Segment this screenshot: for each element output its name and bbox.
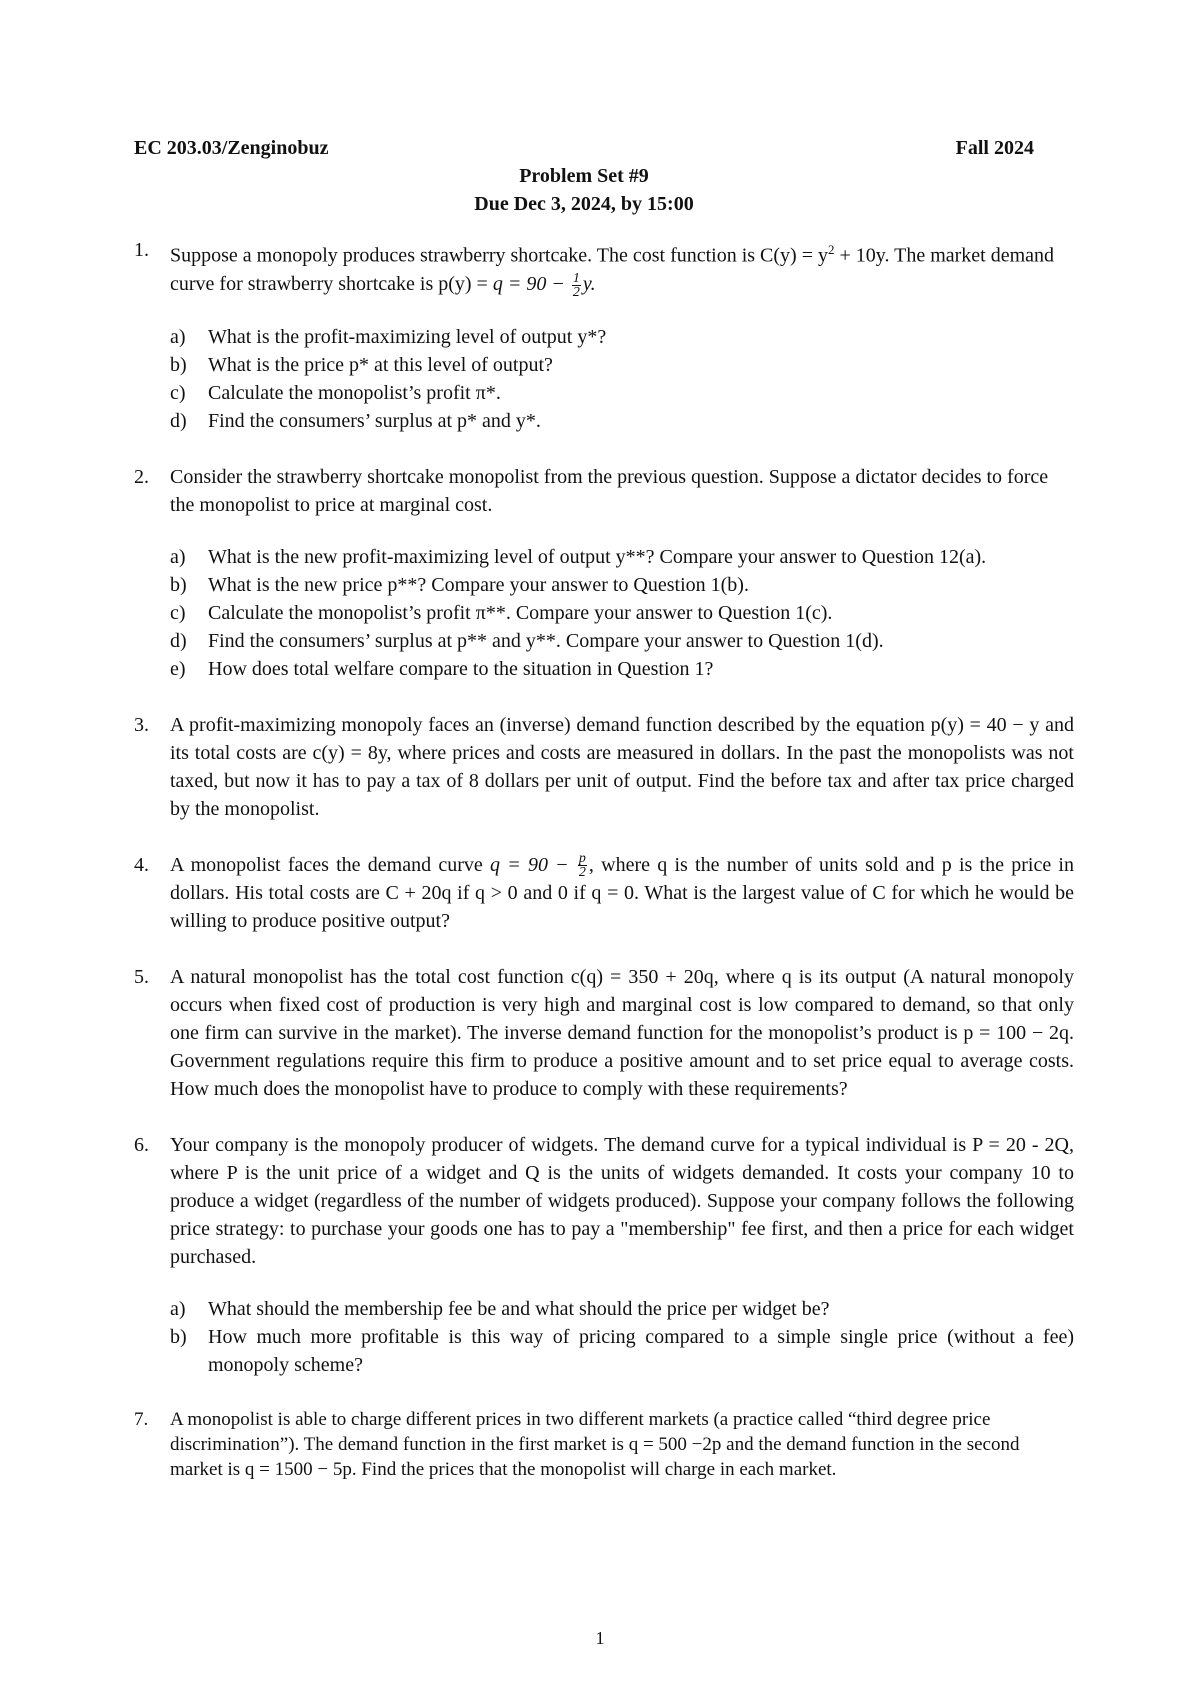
question-text: A natural monopolist has the total cost function c(q) = 350 + 20q, where q is its output (A natural monopoly occurs when fixed cost of production is very high and marginal cost is low compared to demand, so that only one firm can survive in the market). The inverse demand function for the monopolist’s product is p = 100 − 2q. Government regulations require this firm to produce a positive amount and to set price equal to average costs. How much does the monopolist have to produce to comply with these requirements? [170, 966, 1074, 1101]
subquestion-text: What is the profit-maximizing level of output y*? [208, 325, 607, 348]
question-3 [134, 711, 1074, 823]
question-body [170, 236, 1074, 435]
question-text: A profit-maximizing monopoly faces an (inverse) demand function described by the equation p(y) = 40 − y and its total costs are c(y) = 8y, where prices and costs are measured in dollars. In the past the monopolists was not taxed, but now it has to pay a tax of 8 dollars per unit of output. Find the before tax and after tax price charged by the monopolist. [170, 713, 1074, 820]
question-number: 6. [134, 1134, 149, 1157]
question-text [170, 851, 1074, 936]
question-text-part: A monopolist faces the demand curve [170, 853, 490, 876]
document-header [134, 134, 1034, 218]
subquestion [170, 351, 1074, 379]
subquestion-text: How much more profitable is this way of pricing compared to a simple single price (without a fee) monopoly scheme? [208, 1326, 1074, 1377]
question-number: 4. [134, 853, 149, 876]
subquestion [170, 323, 1074, 351]
subquestion-text: What is the new price p**? Compare your answer to Question 1(b). [208, 573, 749, 596]
subquestion [170, 571, 1074, 599]
question-6 [134, 1131, 1074, 1379]
fraction-denominator: 2 [578, 865, 586, 881]
subquestion-label: b) [170, 573, 187, 596]
question-5 [134, 963, 1074, 1103]
page-number: 1 [595, 1628, 605, 1648]
question-text: Your company is the monopoly producer of widgets. The demand curve for a typical individual is P = 20 - 2Q, where P is the unit price of a widget and Q is the units of widgets demanded. It costs your company 10 to produce a widget (regardless of the number of widgets produced). Suppose your company follows the following price strategy: to purchase your goods one has to pay a "membership" fee first, and then a price for each widget purchased. [170, 1134, 1074, 1269]
subquestion [170, 1323, 1074, 1379]
subquestion-label: d) [170, 409, 187, 432]
equation-part: y. [582, 272, 596, 295]
subquestion-text: How does total welfare compare to the situation in Question 1? [208, 657, 714, 680]
subquestion-label: a) [170, 1298, 186, 1321]
due-date: Due Dec 3, 2024, by 15:00 [474, 193, 694, 215]
subquestion-text: Find the consumers’ surplus at p** and y**. Compare your answer to Question 1(d). [208, 629, 884, 652]
question-text [170, 236, 1074, 299]
question-number: 7. [134, 1409, 149, 1431]
subquestion-text: Calculate the monopolist’s profit π*. [208, 381, 501, 404]
subquestion-label: e) [170, 657, 186, 680]
problem-set-title: Problem Set #9 [519, 165, 649, 187]
subquestion-label: b) [170, 353, 187, 376]
term: Fall 2024 [955, 137, 1034, 159]
subquestion [170, 1295, 1074, 1323]
subquestion [170, 543, 1074, 571]
question-text: Consider the strawberry shortcake monopolist from the previous question. Suppose a dictator decides to force the monopolist to price at marginal cost. [170, 465, 1049, 516]
subquestion [170, 407, 1074, 435]
question-4 [134, 851, 1074, 936]
header-row [134, 134, 1034, 162]
question-list [134, 236, 1074, 1510]
question-1 [134, 236, 1074, 435]
equation-part: q = 90 − [489, 853, 569, 876]
question-7 [134, 1407, 1074, 1482]
question-text: A monopolist is able to charge different prices in two different markets (a practice called “third degree price discrimination”). The demand function in the first market is q = 500 −2p and the demand function in the second market is q = 1500 − 5p. Find the prices that the monopolist will charge in each market. [170, 1409, 1020, 1481]
question-number: 5. [134, 966, 149, 989]
question-text-part: , where q is the number of units sold and p is the price in dollars. His total costs are C + 20q if q > 0 and 0 if q = 0. What is the largest value of C for which he would be willing to produce positive output? [170, 853, 1074, 933]
question-number: 3. [134, 713, 149, 736]
subquestion-text: Calculate the monopolist’s profit π**. Compare your answer to Question 1(c). [208, 601, 833, 624]
subquestion [170, 379, 1074, 407]
subquestion-label: d) [170, 629, 187, 652]
question-2 [134, 463, 1074, 683]
exponent: 2 [828, 242, 835, 257]
question-number: 2. [134, 465, 149, 488]
subquestion-text: What is the price p* at this level of output? [208, 353, 553, 376]
fraction-denominator: 2 [572, 284, 580, 300]
equation-part: q = 90 − [492, 272, 565, 295]
subquestion-list [170, 1295, 1074, 1379]
question-number: 1. [134, 239, 149, 261]
subquestion [170, 627, 1074, 655]
subquestion-text: What should the membership fee be and what should the price per widget be? [208, 1298, 830, 1321]
subquestion-text: Find the consumers’ surplus at p* and y*. [208, 409, 541, 432]
subquestion [170, 655, 1074, 683]
question-text-part: + 10y. The market demand curve for strawberry shortcake is p(y) = [170, 244, 1055, 295]
question-text-part: Suppose a monopoly produces strawberry shortcake. The cost function is C(y) = y [170, 244, 828, 267]
subquestion-label: a) [170, 545, 186, 568]
fraction-numerator: 1 [572, 270, 580, 286]
subquestion-text: What is the new profit-maximizing level of output y**? Compare your answer to Question 12(a). [208, 545, 987, 568]
course-code: EC 203.03/Zenginobuz [134, 137, 329, 159]
subquestion-label: b) [170, 1326, 187, 1349]
question-body [170, 463, 1074, 683]
fraction-numerator: p [578, 851, 586, 867]
question-body [170, 1131, 1074, 1379]
subquestion-list [170, 323, 1074, 435]
subquestion-label: c) [170, 381, 186, 404]
subquestion-label: a) [170, 325, 186, 348]
subquestion-list [170, 543, 1074, 683]
fraction [572, 272, 581, 299]
subquestion-label: c) [170, 601, 186, 624]
subquestion [170, 599, 1074, 627]
fraction [578, 852, 587, 879]
